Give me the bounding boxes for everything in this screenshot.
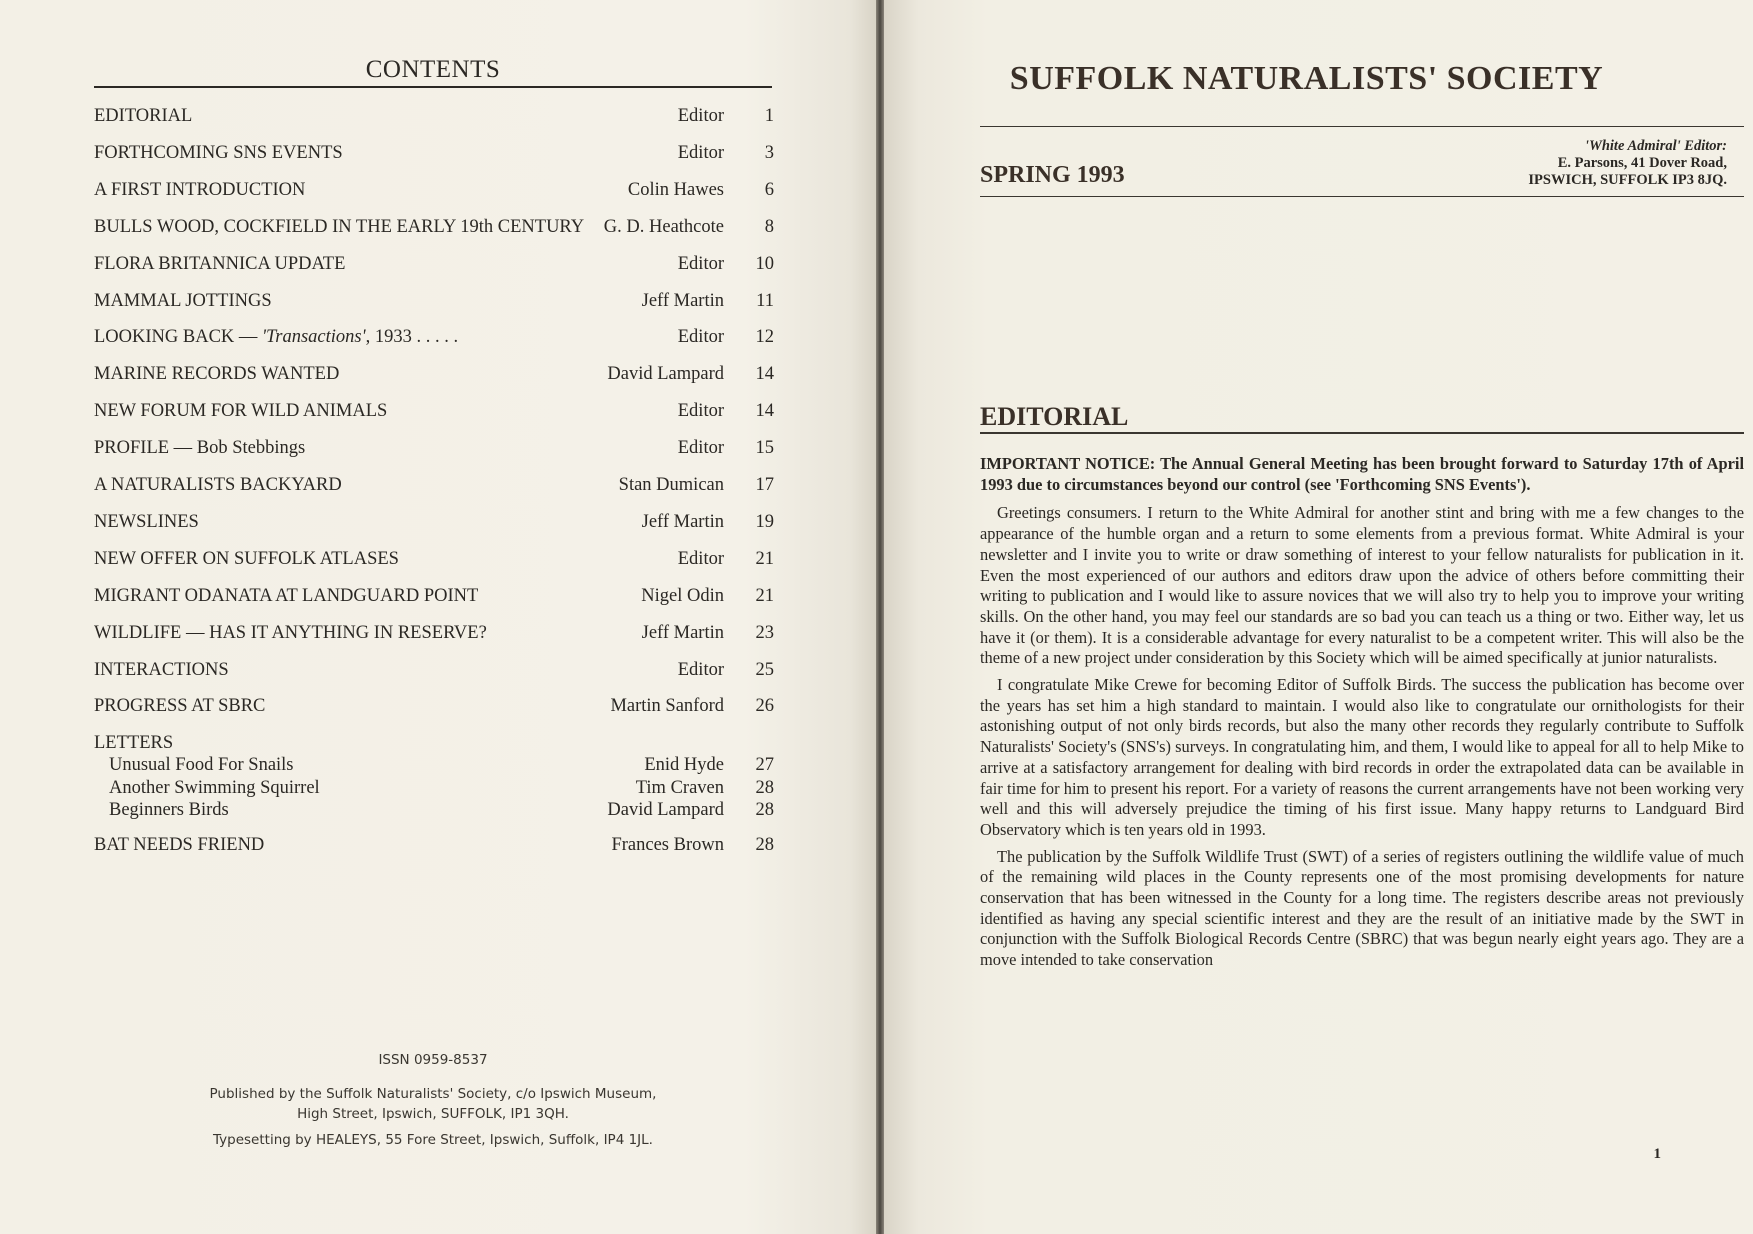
toc-entry-page: 10 [755,253,774,274]
toc-entry-page: 17 [755,475,774,495]
toc-entry [94,174,774,204]
toc-entry [94,829,774,859]
editorial-paragraph-2: I congratulate Mike Crewe for becoming Editor of Suffolk Birds. The success the publication has become over the years has set him a high standard to maintain. I would also like to congratulate our ornithologists for their astonishing output of not only birds records, but also the many other records they regularly contribute to Suffolk Naturalists' Society's (SNS's) surveys. In congratulating him, and them, I would like to appeal for all to help Mike to arrive at a satisfactory arrangement for dealing with bird records in order the extrapolated data can be available in fair time for him to present his report. For a variety of reasons the current arrangements have not been working very well and this will adversely prejudice the timing of his first issue. Many happy returns to Landguard Bird Observatory which is ten years old in 1993. [980,675,1744,839]
toc-entry [94,543,774,573]
editorial-heading: EDITORIAL [980,402,1129,431]
toc-entry-author: Editor [677,401,724,422]
toc-entry-title: EDITORIAL [94,106,193,126]
toc-entry [94,100,774,130]
toc-entry-page: 28 [755,834,774,855]
published-line-1: Published by the Suffolk Naturalists' Society, c/o Ipswich Museum, [209,1086,657,1102]
toc-entry-author: Martin Sanford [610,696,724,717]
toc-entry-author: Frances Brown [611,834,724,855]
header-rule-top [980,126,1744,127]
season-label: SPRING 1993 [980,162,1125,188]
toc-entry-title: INTERACTIONS [94,659,229,680]
toc-entry-author: Jeff Martin [641,290,724,311]
toc-entry-author: Jeff Martin [641,622,724,643]
editorial-paragraph-1: Greetings consumers. I return to the White Admiral for another stint and bring with me a few changes to the appearance of the humble organ and a return to some elements from a previous format. White Admiral is your newsletter and I invite you to write or draw something of interest to your fellow naturalists for publication in it. Even the most experienced of our authors and editors draw upon the advice of others before committing their writing to publication and I would like to assure novices that we will also try to help you to improve your writing skills. On the other hand, you may feel our standards are so bad you can teach us a thing or two. Either way, let us have it (or them). It is a considerable advantage for every naturalist to be a competent writer. This will also be the theme of a new project under consideration by this Society which will be aimed specifically at junior naturalists. [980,503,1744,668]
editorial-rule [980,432,1744,434]
toc-entry-author: Editor [677,548,724,569]
toc-entry-author: Editor [677,327,724,348]
toc-entry-author: Editor [677,142,724,163]
issn: ISSN 0959-8537 [378,1052,488,1068]
toc-entry-author: Editor [677,659,724,680]
toc-entry-page: 28 [755,800,774,821]
toc-entry [94,395,774,425]
editorial-body [980,454,1744,977]
toc-entry [94,321,774,351]
toc-entry-title: MARINE RECORDS WANTED [94,364,340,385]
important-notice: IMPORTANT NOTICE: The Annual General Meeting has been brought forward to Saturday 17th of April 1993 due to circumstances beyond our control (see 'Forthcoming SNS Events'). [980,454,1744,494]
toc-entry-title: FLORA BRITANNICA UPDATE [94,253,346,274]
toc-entry-title [94,327,458,348]
toc-entry-page: 14 [755,401,774,422]
page-number: 1 [1653,1146,1661,1162]
toc-entry-page: 19 [755,511,774,532]
toc-entry-author: Nigel Odin [641,585,724,606]
toc-entry [94,690,774,720]
editor-address-line-2: E. Parsons, 41 Dover Road, [1557,155,1727,171]
toc-entry-page: 1 [764,106,774,126]
toc-entry-page: 3 [764,142,774,163]
editor-label: 'White Admiral' Editor: [1584,138,1727,154]
toc-entry-page: 14 [755,364,774,385]
toc-entry-author: Editor [677,106,724,126]
toc-entry-author: G. D. Heathcote [603,216,724,237]
society-title: SUFFOLK NATURALISTS' SOCIETY [1009,60,1604,97]
editor-address [1528,138,1727,189]
toc-leader-dots: . . . . . [416,327,459,348]
toc-entry-author: Tim Craven [635,777,724,798]
toc-entry-author: Editor [677,438,724,459]
toc-entry-page: 21 [755,585,774,606]
toc-entry-page: 12 [755,327,774,348]
toc-entry-author: Jeff Martin [641,511,724,532]
toc-entry-title: Unusual Food For Snails [109,755,294,776]
published-line-2: High Street, Ipswich, SUFFOLK, IP1 3QH. [297,1106,569,1122]
toc-entry [94,432,774,462]
imprint [94,1050,772,1150]
toc-entry [94,469,774,499]
toc-entry-page: 15 [755,438,774,459]
toc-entry-author: Editor [677,253,724,274]
toc-entry-title: A NATURALISTS BACKYARD [94,475,342,495]
toc-entry-page: 26 [755,696,774,717]
toc-entry-page: 25 [755,659,774,680]
toc-entry [94,654,774,684]
toc-entry-title: FORTHCOMING SNS EVENTS [94,142,343,163]
toc-title-suffix: , 1933 [365,327,412,348]
letters-entry [94,794,774,824]
contents-rule [94,86,772,88]
toc-entry-author: Enid Hyde [644,755,724,776]
toc-entry-page: 27 [755,755,774,776]
editor-address-line-3: IPSWICH, SUFFOLK IP3 8JQ. [1528,172,1727,188]
toc-title-italic: 'Transactions' [262,327,366,348]
toc-entry [94,506,774,536]
toc-entry [94,358,774,388]
toc-entry-author: Stan Dumican [618,475,724,495]
toc-entry-title: BULLS WOOD, COCKFIELD IN THE EARLY 19th CENTURY [94,216,585,237]
editorial-paragraph-3: The publication by the Suffolk Wildlife Trust (SWT) of a series of registers outlining the wildlife value of much of the remaining wild places in the County represents one of the most promising developments for nature conservation that has been witnessed in the County for a long time. The registers describe areas not previously identified as having any special scientific interest and they are the result of an initiative made by the SWT in conjunction with the Suffolk Biological Records Centre (SBRC) that was begun nearly eight years ago. They are a move intended to take conservation [980,846,1744,970]
toc-entry-title: BAT NEEDS FRIEND [94,834,265,855]
toc-entry-page: 11 [756,290,774,311]
toc-entry [94,285,774,315]
typesetting-line: Typesetting by HEALEYS, 55 Fore Street, Ipswich, Suffolk, IP4 1JL. [213,1132,653,1148]
toc-entry [94,248,774,278]
toc-entry-author: David Lampard [607,364,724,385]
contents-title: CONTENTS [365,56,501,83]
toc-entry-title: WILDLIFE — HAS IT ANYTHING IN RESERVE? [94,622,487,643]
toc-title-prefix: LOOKING BACK — [94,327,263,348]
toc-entry-title: MAMMAL JOTTINGS [94,290,272,311]
toc-entry-title: MIGRANT ODANATA AT LANDGUARD POINT [94,585,479,606]
toc-entry [94,137,774,167]
toc-entry-title: Beginners Birds [109,800,229,821]
toc-entry-title: Another Swimming Squirrel [109,777,320,798]
header-rule-bottom [980,196,1744,197]
toc-entry-title: A FIRST INTRODUCTION [94,179,306,200]
toc-entry-title: PROGRESS AT SBRC [94,696,266,717]
right-page [884,0,1753,1234]
left-page [0,0,876,1234]
toc-entry-page: 28 [755,777,774,798]
toc-entry-title: PROFILE — Bob Stebbings [94,438,306,459]
toc-entry-page: 21 [755,548,774,569]
toc-entry-title: NEWSLINES [94,511,199,532]
toc-entry-page: 23 [755,622,774,643]
toc-entry [94,617,774,647]
toc-entry-title: NEW FORUM FOR WILD ANIMALS [94,401,388,422]
toc-entry-page: 6 [764,179,774,200]
toc-entry [94,580,774,610]
toc-entry-author: Colin Hawes [627,179,724,200]
book-gutter [876,0,884,1234]
toc-entry-page: 8 [764,216,774,237]
toc-entry-author: David Lampard [607,800,724,821]
toc-entry-title: NEW OFFER ON SUFFOLK ATLASES [94,548,399,569]
toc-entry [94,211,774,241]
letters-heading: LETTERS [94,733,174,754]
